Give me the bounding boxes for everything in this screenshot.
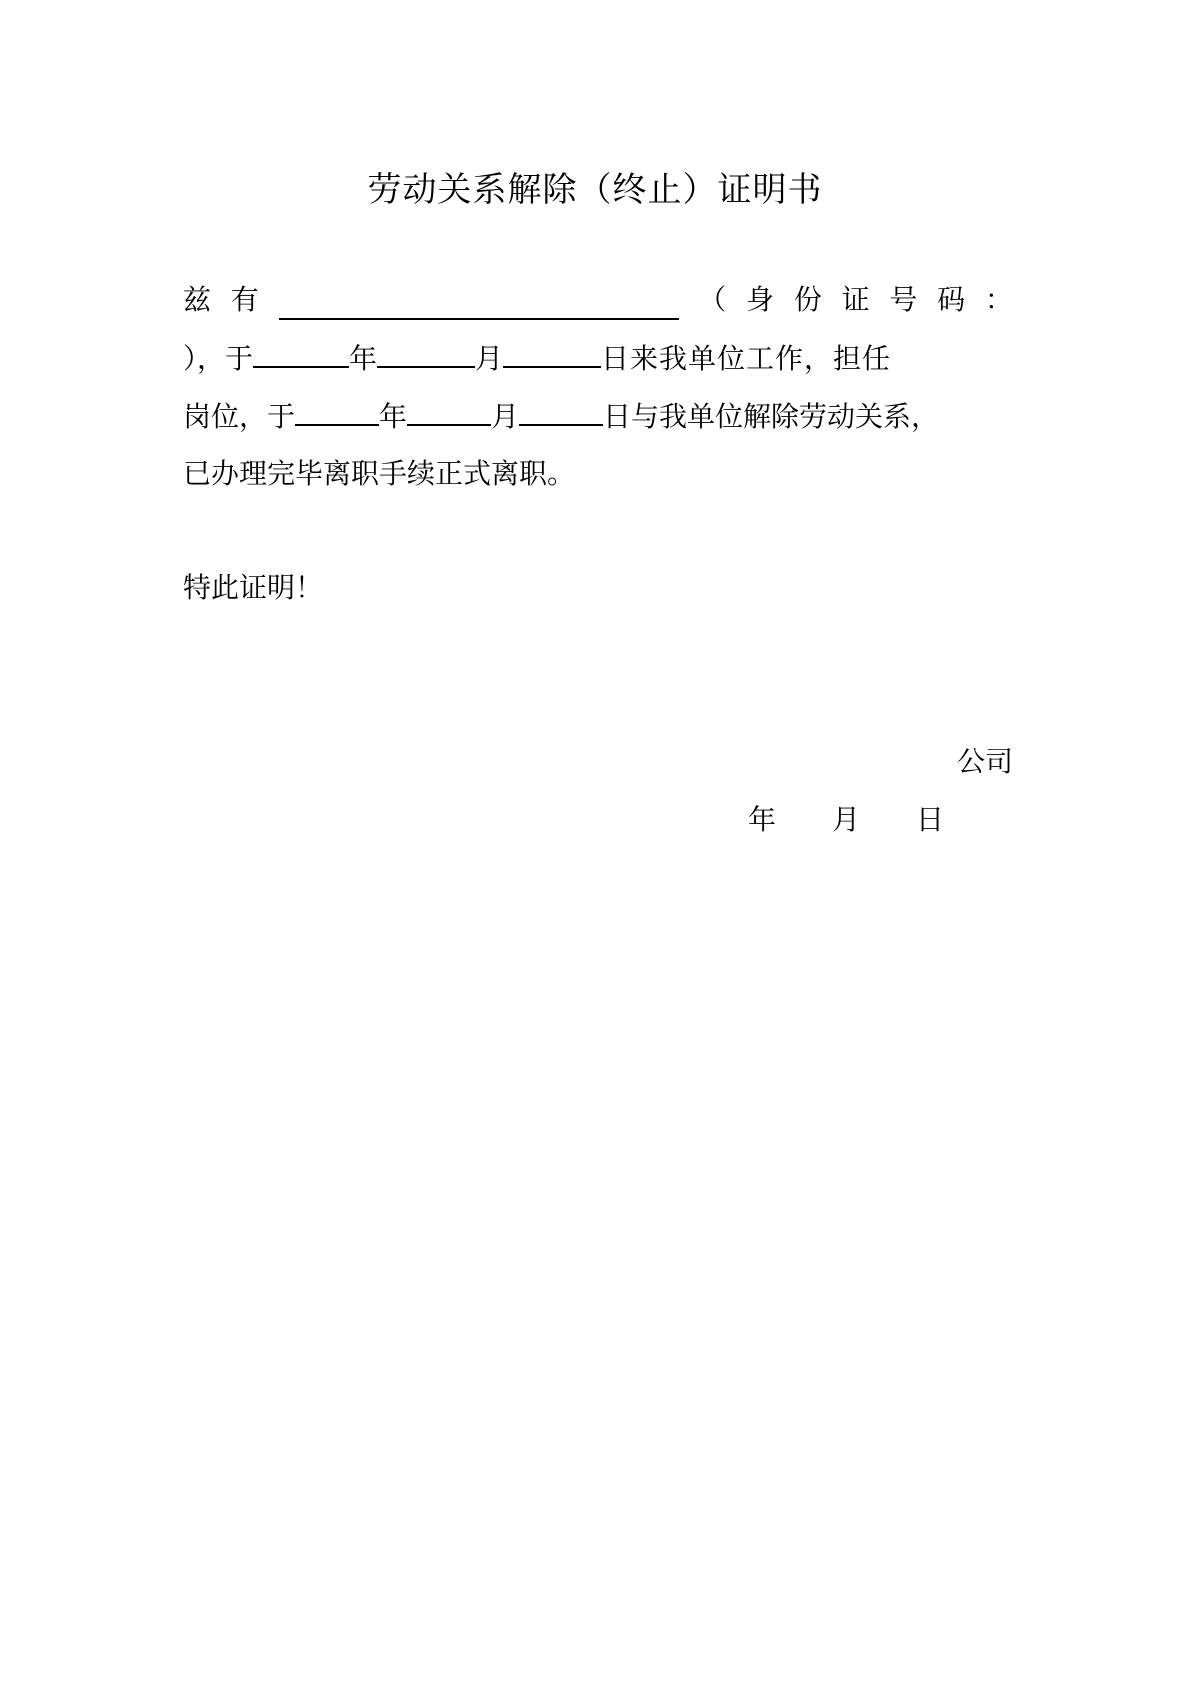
line3-start: 岗位，于 [183, 400, 296, 433]
body-line-1 [183, 280, 1013, 320]
text-char: 证 [841, 283, 870, 316]
body-line-2 [183, 338, 1013, 379]
date-month-label: 月 [832, 803, 861, 836]
start-year-blank [253, 338, 349, 368]
end-year-blank [295, 396, 379, 426]
month-label: 月 [475, 342, 504, 375]
document-title: 劳动关系解除（终止）证明书 [367, 170, 823, 210]
body-line-4: 已办理完毕离职手续正式离职。 [183, 457, 576, 490]
start-day-blank [503, 338, 601, 368]
date-day-label: 日 [916, 803, 945, 836]
text-char: 码 [937, 283, 966, 316]
text-char: 份 [793, 283, 822, 316]
company-label: 公司 [956, 745, 1013, 778]
end-day-blank [519, 396, 603, 426]
start-month-blank [377, 338, 475, 368]
text-char: 身 [746, 283, 775, 316]
body-line-3 [183, 396, 1013, 437]
closing-text: 特此证明！ [183, 571, 324, 604]
line2-start: ），于 [183, 342, 254, 375]
month-label: 月 [491, 400, 520, 433]
text-char: 有 [230, 283, 259, 316]
line2-tail: 日来我单位工作，担任 [601, 342, 892, 375]
line3-tail: 日与我单位解除劳动关系， [603, 400, 940, 433]
text-char: （ [698, 283, 727, 316]
year-label: 年 [349, 342, 378, 375]
text-char: 兹 [183, 283, 212, 316]
text-char: ： [984, 283, 1013, 316]
date-year-label: 年 [748, 803, 777, 836]
end-month-blank [407, 396, 491, 426]
name-blank [279, 290, 679, 320]
year-label: 年 [379, 400, 408, 433]
text-char: 号 [889, 283, 918, 316]
